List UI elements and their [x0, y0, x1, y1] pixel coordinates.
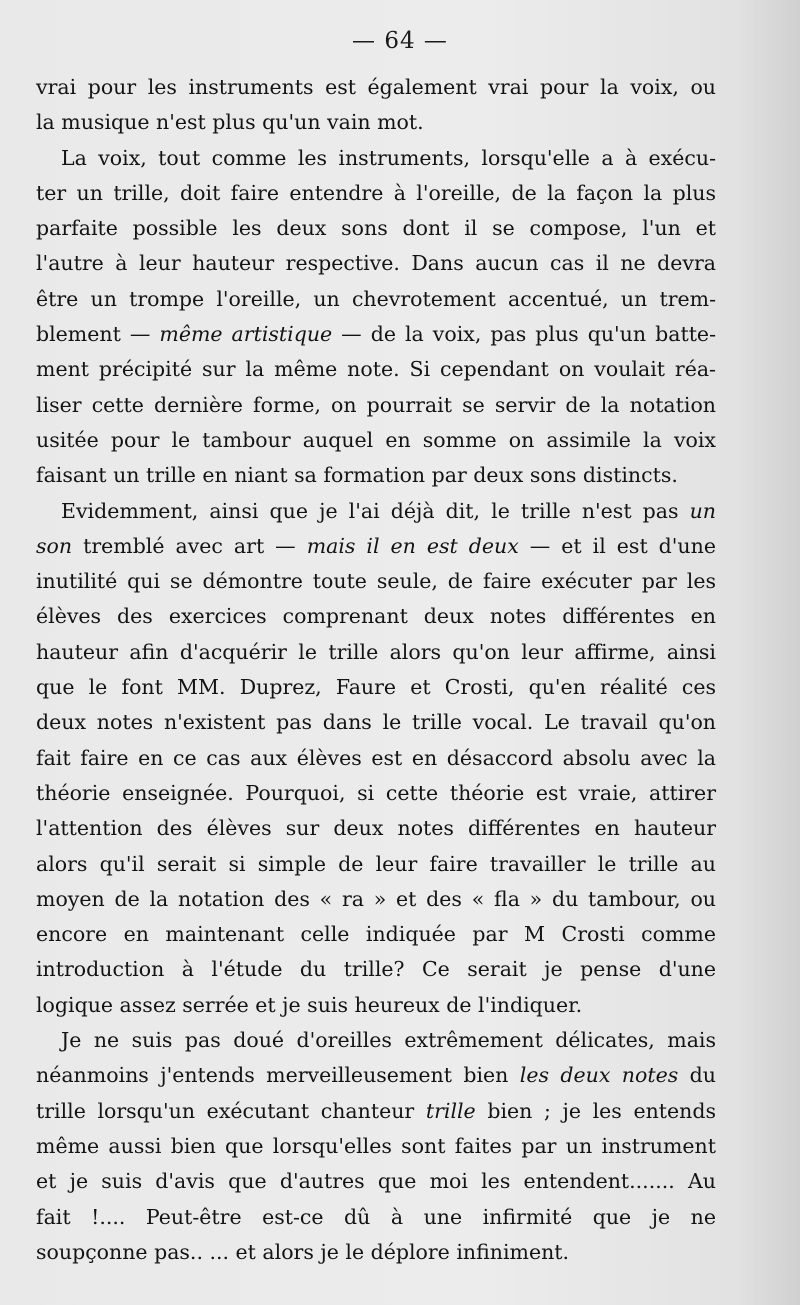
italic-segment: trille: [425, 1098, 476, 1123]
text-segment: néanmoins j'entends merveilleusement bien: [36, 1063, 520, 1088]
text-line: Je ne suis pas doué d'oreilles extrêmement délicates, mais: [61, 1028, 716, 1053]
italic-segment: même artistique: [159, 322, 333, 347]
text-line: [36, 1058, 716, 1093]
text-line: encore en maintenant celle indiquée par M Crosti comme: [36, 922, 716, 947]
text-line: ment précipité sur la même note. Si cependant on voulait réa-: [36, 357, 716, 382]
italic-segment: mais il en est deux: [306, 533, 519, 558]
text-line: ter un trille, doit faire entendre à l'oreille, de la façon la plus: [36, 180, 716, 205]
text-line: parfaite possible les deux sons dont il se compose, l'un et: [36, 216, 716, 241]
text-line: moyen de la notation des « ra » et des « fla » du tambour, ou: [36, 886, 716, 911]
text-segment: — de la voix, pas plus qu'un batte-: [332, 322, 716, 347]
text-line: théorie enseignée. Pourquoi, si cette théorie est vraie, attirer: [36, 780, 716, 805]
text-line: [36, 317, 716, 352]
text-line: logique assez serrée et je suis heureux de l'indiquer.: [36, 992, 583, 1017]
text-line: [36, 1094, 716, 1129]
text-segment: tremblé avec art —: [72, 533, 307, 558]
italic-segment: son: [36, 533, 73, 558]
text-line: usitée pour le tambour auquel en somme on assimile la voix: [36, 427, 716, 452]
page-number: — 64 —: [352, 28, 448, 54]
text-line: alors qu'il serait si simple de leur faire travailler le trille au: [36, 851, 716, 876]
text-line: hauteur afin d'acquérir le trille alors qu'on leur affirme, ainsi: [36, 639, 716, 664]
text-line: introduction à l'étude du trille? Ce serait je pense d'une: [36, 957, 716, 982]
text-line: inutilité qui se démontre toute seule, de faire exécuter par les: [36, 569, 716, 594]
body-text: [36, 70, 716, 1270]
text-segment: bien ; je les entends: [475, 1098, 717, 1123]
text-segment: blement —: [36, 322, 160, 347]
text-line: l'attention des élèves sur deux notes différentes en hauteur: [36, 816, 716, 841]
text-line: que le font MM. Duprez, Faure et Crosti, qu'en réalité ces: [36, 675, 716, 700]
text-line: fait !.... Peut-être est-ce dû à une infirmité que je ne: [36, 1204, 716, 1229]
text-line: l'autre à leur hauteur respective. Dans aucun cas il ne devra: [36, 251, 716, 276]
text-line: et je suis d'avis que d'autres que moi les entendent....... Au: [36, 1169, 716, 1194]
text-line: même aussi bien que lorsqu'elles sont faites par un instrument: [36, 1133, 716, 1158]
text-line: soupçonne pas.. ... et alors je le déplore infiniment.: [36, 1239, 570, 1264]
text-segment: — et il est d'une: [518, 533, 716, 558]
text-segment: trille lorsqu'un exécutant chanteur: [36, 1098, 426, 1123]
text-segment: Evidemment, ainsi que je l'ai déjà dit, le trille n'est pas: [61, 498, 690, 523]
text-line: être un trompe l'oreille, un chevrotement accentué, un trem-: [36, 286, 716, 311]
italic-segment: un: [689, 498, 716, 523]
text-line: [36, 529, 716, 564]
text-line: faisant un trille en niant sa formation par deux sons distincts.: [36, 463, 678, 488]
text-line: la musique n'est plus qu'un vain mot.: [36, 110, 424, 135]
text-line: liser cette dernière forme, on pourrait se servir de la notation: [36, 392, 716, 417]
italic-segment: les deux notes: [519, 1063, 679, 1088]
text-line: La voix, tout comme les instruments, lorsqu'elle a à exécu-: [61, 145, 716, 170]
text-line: fait faire en ce cas aux élèves est en désaccord absolu avec la: [36, 745, 716, 770]
text-line: vrai pour les instruments est également vrai pour la voix, ou: [36, 75, 716, 99]
text-segment: du: [678, 1063, 716, 1088]
text-line: élèves des exercices comprenant deux notes différentes en: [36, 604, 716, 629]
text-line: deux notes n'existent pas dans le trille vocal. Le travail qu'on: [36, 710, 716, 735]
text-line: [36, 494, 716, 529]
